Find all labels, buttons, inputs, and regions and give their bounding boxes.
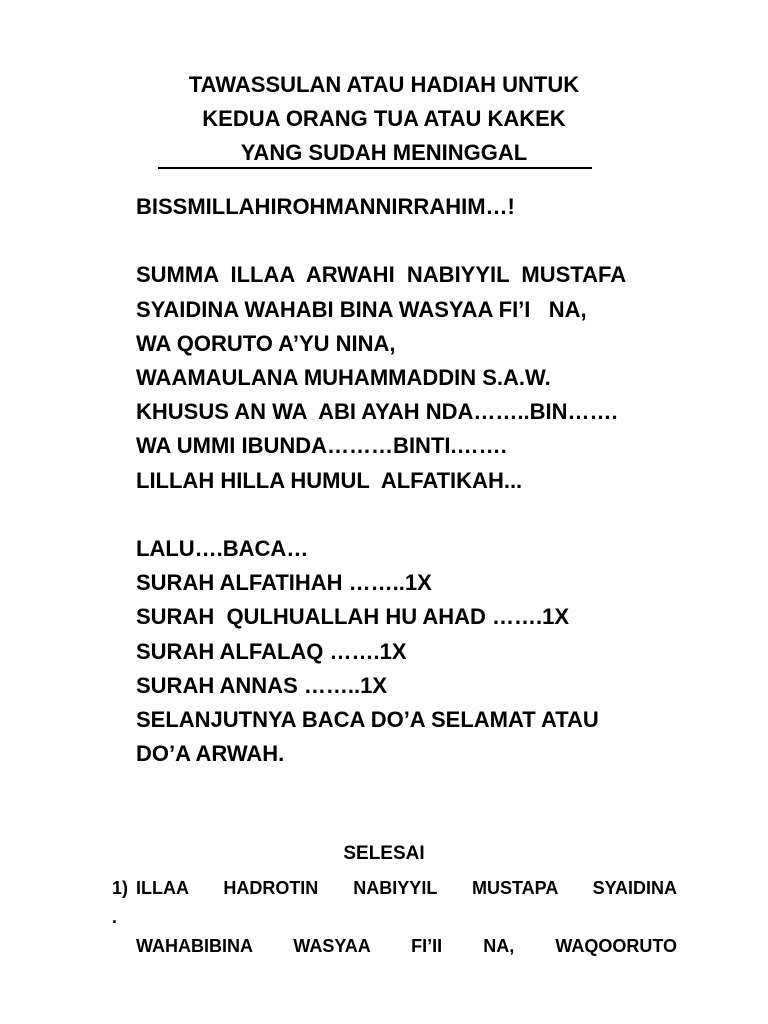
instruction-line: SURAH ALFATIHAH ……..1X	[136, 570, 432, 596]
paragraph-spacer	[136, 224, 696, 258]
instruction-line: SURAH ANNAS ……..1X	[136, 672, 387, 698]
instruction-line: DO’A ARWAH.	[136, 741, 285, 767]
item-number: 1) .	[112, 878, 129, 927]
closing-word: SELESAI	[343, 843, 425, 864]
prayer-line: SUMMA ILLAA ARWAHI NABIYYIL MUSTAFA	[136, 262, 627, 288]
numbered-item	[112, 874, 677, 961]
instruction-line: SURAH ALFALAQ …….1X	[136, 638, 407, 664]
title-line-1: TAWASSULAN ATAU HADIAH UNTUK	[188, 72, 580, 97]
title-line-3: YANG SUDAH MENINGGAL	[240, 140, 528, 165]
prayer-line: WAAMAULANA MUHAMMADDIN S.A.W.	[136, 365, 551, 390]
opening-line: BISSMILLAHIROHMANNIRRAHIM…!	[136, 194, 515, 219]
item-text-line-2: WAHABIBINA WASYAA FI’II NA, WAQOORUTO	[136, 936, 677, 956]
title-underline	[158, 167, 592, 169]
prayer-line: SYAIDINA WAHABI BINA WASYAA FI’I NA,	[136, 296, 587, 322]
paragraph-spacer	[136, 498, 696, 532]
numbered-item-first-row	[112, 874, 677, 932]
title-line-2: KEDUA ORANG TUA ATAU KAKEK	[202, 106, 566, 131]
body-text	[136, 190, 696, 771]
instruction-line: SURAH QULHUALLAH HU AHAD …….1X	[136, 604, 570, 630]
instruction-line: SELANJUTNYA BACA DO’A SELAMAT ATAU	[136, 707, 599, 733]
item-text-line-1: ILLAA HADROTIN NABIYYIL MUSTAPA SYAIDINA	[136, 878, 677, 898]
instruction-line: LALU….BACA…	[136, 536, 309, 561]
prayer-line: WA UMMI IBUNDA………BINTI.…….	[136, 433, 507, 459]
document-title	[0, 68, 768, 170]
prayer-line: KHUSUS AN WA ABI AYAH NDA……..BIN…….	[136, 399, 618, 425]
prayer-line: WA QORUTO A’YU NINA,	[136, 330, 396, 356]
prayer-line: LILLAH HILLA HUMUL ALFATIKAH...	[136, 467, 523, 493]
